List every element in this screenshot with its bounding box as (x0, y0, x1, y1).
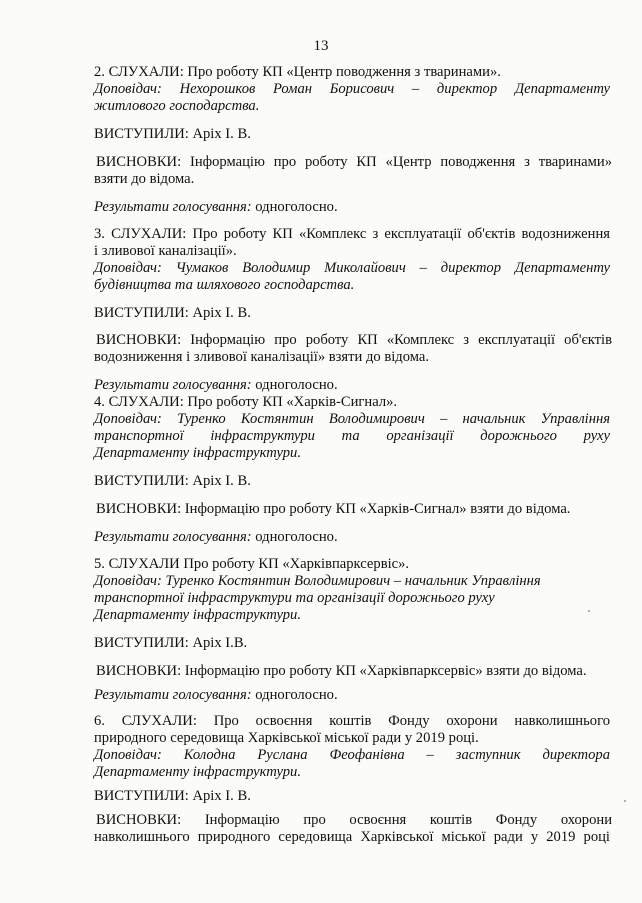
vote-line (94, 199, 610, 216)
spoke-line: ВИСТУПИЛИ: Аріх І. В. (94, 473, 251, 489)
heard-line: 5. СЛУХАЛИ Про роботу КП «Харківпарксервіс». (94, 556, 410, 572)
reporter-line: Доповідач: Колодна Руслана Феофанівна – заступник директора (94, 747, 610, 763)
vote-label: Результати голосування: (94, 529, 252, 545)
heard-line: 4. СЛУХАЛИ: Про роботу КП «Харків-Сигнал». (94, 394, 398, 410)
reporter-line: Департаменту інфраструктури. (94, 607, 301, 623)
reporter-line: Доповідач: Туренко Костянтин Володимирович – начальник Управління (94, 411, 610, 427)
conclusions-line: ВИСНОВКИ: Інформацію про роботу КП «Харківпарксервіс» взяти до відома. (96, 663, 587, 679)
reporter-line: Доповідач: Туренко Костянтин Володимирович – начальник Управління (94, 573, 541, 589)
vote-line (94, 377, 610, 394)
reporter-line: Департаменту інфраструктури. (94, 445, 301, 461)
vote-value: одноголосно. (251, 377, 338, 393)
vote-label: Результати голосування: (94, 199, 252, 215)
reporter-line: будівництва та шляхового господарства. (94, 277, 355, 293)
spoke-line: ВИСТУПИЛИ: Аріх І.В. (94, 635, 248, 651)
heard-line: 2. СЛУХАЛИ: Про роботу КП «Центр поводження з тваринами». (94, 64, 501, 80)
page-number: 13 (313, 38, 329, 54)
vote-label: Результати голосування: (94, 377, 252, 393)
conclusions-line: навколишнього природного середовища Харківської міської ради у 2019 році (94, 829, 610, 845)
conclusions-line: ВИСНОВКИ: Інформацію про освоєння коштів Фонду охорони (96, 812, 612, 828)
vote-value: одноголосно. (251, 687, 338, 703)
vote-label: Результати голосування: (94, 687, 252, 703)
reporter-line: Доповідач: Чумаков Володимир Миколайович – директор Департаменту (94, 260, 610, 276)
conclusions-line: ВИСНОВКИ: Інформацію про роботу КП «Харків-Сигнал» взяти до відома. (96, 501, 571, 517)
reporter-line: транспортної інфраструктури та організації дорожнього руху (94, 428, 610, 444)
spoke-line: ВИСТУПИЛИ: Аріх І. В. (94, 305, 251, 321)
reporter-line: Доповідач: Нехорошков Роман Борисович – директор Департаменту (94, 81, 610, 97)
conclusions-line: водозниження і зливової каналізації» взяти до відома. (94, 349, 429, 365)
reporter-line: Департаменту інфраструктури. (94, 764, 301, 780)
scan-speck (624, 800, 626, 802)
heard-line: 3. СЛУХАЛИ: Про роботу КП «Комплекс з експлуатації об'єктів водозниження (94, 226, 610, 242)
heard-line: і зливової каналізації». (94, 243, 237, 259)
conclusions-line: взяти до відома. (94, 171, 195, 187)
vote-value: одноголосно. (251, 199, 338, 215)
vote-value: одноголосно. (251, 529, 338, 545)
spoke-line: ВИСТУПИЛИ: Аріх І. В. (94, 788, 251, 804)
vote-line (94, 687, 610, 704)
heard-line: природного середовища Харківської міської ради у 2019 році. (94, 730, 479, 746)
vote-line (94, 529, 610, 546)
reporter-line: житлового господарства. (94, 98, 260, 114)
reporter-line: транспортної інфраструктури та організації дорожнього руху (94, 590, 495, 606)
conclusions-line: ВИСНОВКИ: Інформацію про роботу КП «Центр поводження з тваринами» (96, 154, 612, 170)
scan-speck (588, 610, 590, 612)
heard-line: 6. СЛУХАЛИ: Про освоєння коштів Фонду охорони навколишнього (94, 713, 610, 729)
spoke-line: ВИСТУПИЛИ: Аріх І. В. (94, 126, 251, 142)
conclusions-line: ВИСНОВКИ: Інформацію про роботу КП «Комплекс з експлуатації об'єктів (96, 332, 612, 348)
